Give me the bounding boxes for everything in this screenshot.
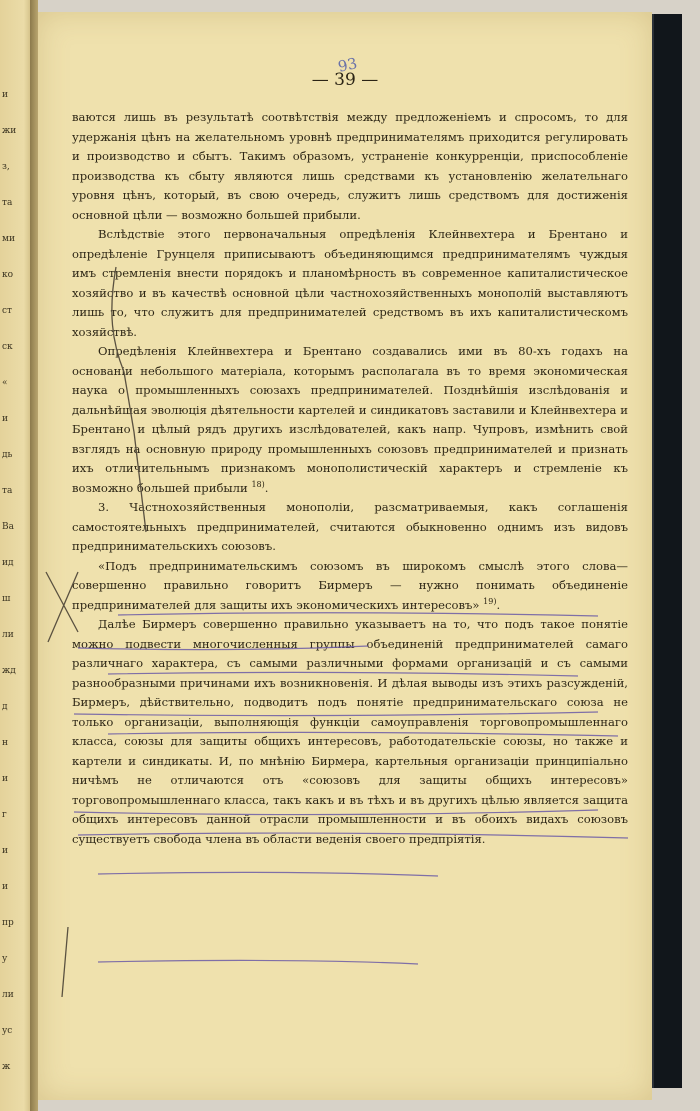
violet-underline (98, 960, 418, 964)
left-page-fragment: и (2, 414, 8, 424)
paragraph-4: 3. Частнохозяйственныя монополіи, разсматриваемыя, какъ соглашенія самостоятельныхъ предпринимателей, считаются обыкновенно однимъ изъ видовъ предпринимательскихъ союзовъ. (72, 500, 628, 553)
left-page-fragment: ли (2, 630, 14, 640)
paragraph-3-text: Опредѣленія Клейнвехтера и Брентано создавались ими въ 80-хъ годахъ на основаніи небольшого матеріала, которымъ располагала въ то время экономическая наука о промышленныхъ союзахъ предпринимателей. Позднѣйшія изслѣдованія и дальнѣйшая эволюція дѣятельности картелей и синдикатовъ заставили и Клейнвехтера и Брентано и цѣлый рядъ другихъ изслѣдователей, какъ напр. Чупровъ, измѣнить свой взглядъ на основную природу промышленныхъ союзовъ предпринимателей и признать ихъ отличительнымъ признакомъ монополистическій характеръ и стремленіе къ возможно большей прибыли (72, 344, 628, 495)
left-page-fragment: « (2, 378, 8, 388)
left-page-fragment: ш (2, 594, 11, 604)
left-page-fragment: н (2, 738, 8, 748)
left-page-fragment: ид (2, 558, 14, 568)
left-page-fragment: та (2, 486, 13, 496)
left-page-fragment: та (2, 198, 13, 208)
left-page-edge (0, 0, 34, 1111)
paragraph-3 (72, 342, 628, 498)
page-number: — 39 — (311, 70, 379, 90)
left-page-fragment: пр (2, 918, 14, 928)
left-page-fragment: ми (2, 234, 15, 244)
left-page-fragment: и (2, 882, 8, 892)
left-page-fragment: ли (2, 990, 14, 1000)
left-page-fragment: жд (2, 666, 16, 676)
paragraph-1: ваются лишь въ результатѣ соотвѣтствія между предложеніемъ и спросомъ, то для удержанія цѣнъ на желательномъ уровнѣ предпринимателямъ приходится регулировать и производство и сбытъ. Такимъ образомъ, устраненіе конкурренціи, приспособленіе производства къ сбыту являются лишь средствами къ установленію желательнаго уровня цѣнъ, который, въ свою очередь, служитъ лишь средствомъ для достиженія основной цѣли — возможно большей прибыли. (72, 110, 628, 222)
left-page-fragment: ус (2, 1026, 13, 1036)
left-page-fragment: жи (2, 126, 17, 136)
left-page-fragment: и (2, 846, 8, 856)
pencil-margin-line (62, 927, 68, 997)
left-page-fragment: ж (2, 1062, 11, 1072)
paragraph-5-tail: . (496, 597, 501, 612)
left-page-fragment: у (2, 954, 8, 964)
left-page-fragment: ст (2, 306, 13, 316)
paragraph-2: Вслѣдствіе этого первоначальныя опредѣленія Клейнвехтера и Брентано и опредѣленіе Грунцеля приписываютъ объединяющимся предпринимателямъ чуждыя имъ стремленія внести порядокъ и планомѣрность въ современное капиталистическое хозяйство и въ качествѣ основной цѣли частнохозяйственныхъ монополій выставляютъ лишь то, что служитъ для предпринимателей средствомъ въ ихъ капиталистическомъ хозяйствѣ. (72, 227, 628, 339)
book-page (38, 12, 652, 1100)
left-page-fragment: Ba (2, 522, 14, 532)
body-text (72, 108, 628, 849)
footnote-ref: 19) (483, 596, 497, 606)
book-cover-edge (652, 14, 682, 1088)
left-page-fragment: ск (2, 342, 13, 352)
left-page-fragment: з, (2, 162, 10, 172)
paragraph-5-text: «Подъ предпринимательскимъ союзомъ въ широкомъ смыслѣ этого слова—совершенно правильно говоритъ Бирмеръ — нужно понимать объединеніе предпринимателей для защиты ихъ экономическихъ интересовъ» (72, 558, 628, 612)
left-page-fragment: и (2, 774, 8, 784)
pencil-page-number: 93 (336, 54, 359, 76)
left-page-fragment: и (2, 90, 8, 100)
left-page-fragment: г (2, 810, 7, 820)
violet-underline (98, 872, 438, 876)
left-page-fragment: дь (2, 450, 13, 460)
paragraph-3-tail: . (264, 480, 269, 495)
paragraph-5 (72, 557, 628, 616)
paragraph-6: Далѣе Бирмеръ совершенно правильно указываетъ на то, что подъ такое понятіе можно подвести многочисленныя группы объединеній предпринимателей самаго различнаго характера, съ самыми различными формами организацій и съ самыми разнообразными причинами ихъ возникновенія. И дѣлая выводы изъ этихъ разсужденій, Бирмеръ, дѣйствительно, подводитъ подъ понятіе предпринимательскаго союза не только организаціи, выполняющія функціи самоуправленія торговопромышленнаго класса, союзы для защиты общихъ интересовъ, работодательскіе союзы, но также и картели и синдикаты. И, по мнѣнію Бирмера, картельныя организаціи принципіально ничѣмъ не отличаются отъ «союзовъ для защиты общихъ интересовъ» торговопромышленнаго класса, такъ какъ и въ тѣхъ и въ другихъ цѣлью является защита общихъ интересовъ данной отрасли промышленности и въ обоихъ видахъ союзовъ существуетъ свобода члена въ области веденія своего предпріятія. (72, 617, 628, 846)
book-gutter (30, 0, 38, 1111)
left-page-fragment: ко (2, 270, 14, 280)
left-page-fragment: д (2, 702, 8, 712)
footnote-ref: 18) (251, 479, 265, 489)
